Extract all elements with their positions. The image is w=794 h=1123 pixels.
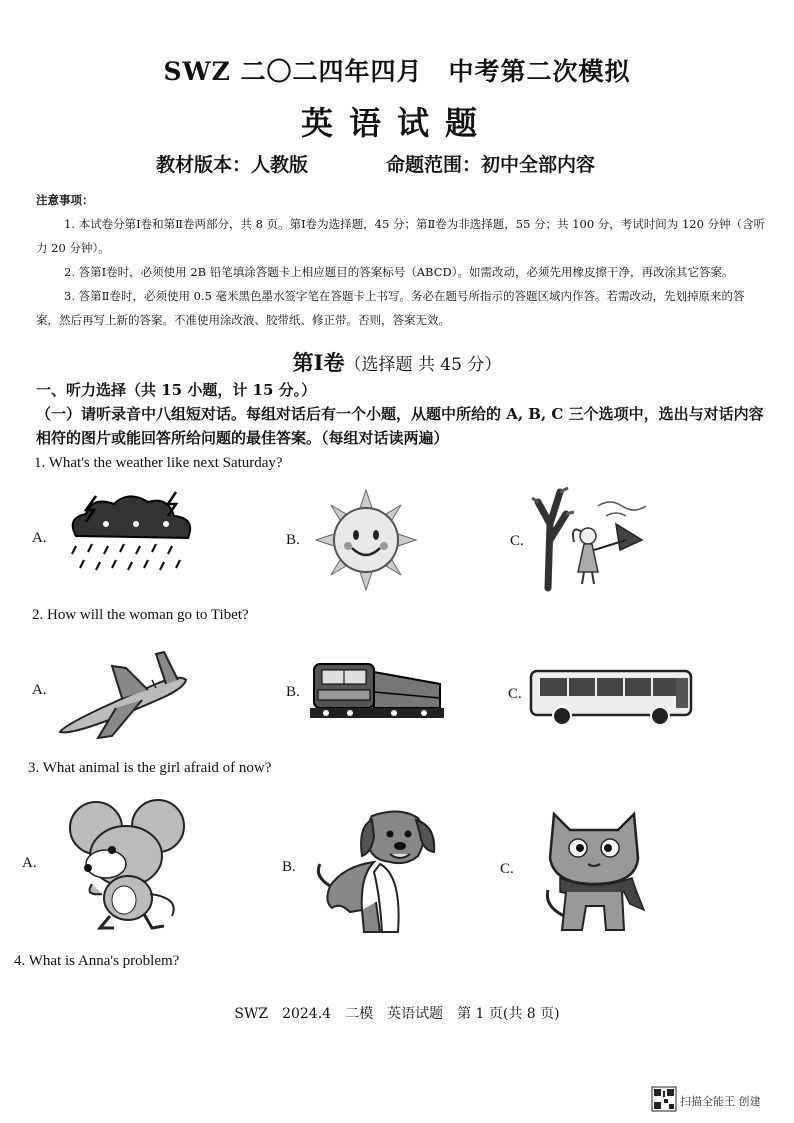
dog-icon[interactable]: [310, 806, 440, 938]
notes-block: [36, 188, 766, 332]
q2-option-c[interactable]: C.: [508, 686, 522, 702]
cat-icon[interactable]: [540, 806, 650, 938]
part-title: 一、听力选择（共 15 小题，计 15 分。）: [36, 381, 317, 399]
section-title-main: 第Ⅰ卷: [292, 350, 345, 375]
sun-icon[interactable]: [316, 490, 416, 590]
storm-cloud-icon[interactable]: [56, 488, 206, 583]
scope-label: 命题范围：初中全部内容: [386, 154, 596, 176]
scanner-label: 扫描全能王 创建: [680, 1095, 761, 1108]
notes-heading: 注意事项：: [36, 193, 94, 207]
page-footer: SWZ 2024.4 二模 英语试题 第 1 页(共 8 页): [234, 1006, 560, 1022]
mouse-icon[interactable]: [62, 798, 192, 933]
q3-option-b[interactable]: B.: [282, 859, 296, 875]
note-item-2: 2. 答第Ⅰ卷时，必须使用 2B 铅笔填涂答题卡上相应题目的答案标号（ABCD）。如需改动，必须先用橡皮擦干净，再改涂其它答案。: [64, 265, 734, 279]
question-3: 3. What animal is the girl afraid of now?: [28, 760, 272, 776]
q3-option-c[interactable]: C.: [500, 861, 514, 877]
q3-option-a[interactable]: A.: [22, 855, 37, 871]
section-title: [0, 347, 794, 377]
section-subtitle: （选择题 共 45 分）: [344, 355, 502, 375]
train-icon[interactable]: [308, 656, 446, 724]
qr-code-icon: [652, 1087, 676, 1111]
airplane-icon[interactable]: [56, 640, 191, 740]
q1-option-c[interactable]: C.: [510, 533, 524, 549]
bus-icon[interactable]: [528, 668, 696, 726]
windy-icon[interactable]: [530, 484, 650, 589]
q2-option-a[interactable]: A.: [32, 682, 47, 698]
subject-title: 英语试题: [300, 104, 493, 142]
exam-title: SWZ 二〇二四年四月 中考第二次模拟: [163, 57, 631, 86]
instruction-text: （一）请听录音中八组短对话。每组对话后有一个小题，从题中所给的 A, B, C 三个选项中，选出与对话内容相符的图片或能回答所给问题的最佳答案。（每组对话读两遍）: [36, 405, 764, 447]
edition-label: 教材版本：人教版: [156, 154, 309, 176]
note-item-3: 3. 答第Ⅱ卷时，必须使用 0.5 毫米黑色墨水签字笔在答题卡上书写。务必在题号所指示的答题区域内作答。若需改动，先划掉原来的答案，然后再写上新的答案。不准使用涂改液、胶带纸、修正带。否则，答案无效。: [36, 289, 745, 327]
q2-option-b[interactable]: B.: [286, 684, 300, 700]
note-item-1: 1. 本试卷分第Ⅰ卷和第Ⅱ卷两部分，共 8 页。第Ⅰ卷为选择题，45 分；第Ⅱ卷为非选择题，55 分；共 100 分，考试时间为 120 分钟（含听力 20 分钟）。: [36, 217, 766, 255]
question-1: 1. What's the weather like next Saturday?: [34, 455, 283, 471]
q1-option-a[interactable]: A.: [32, 530, 47, 546]
q1-option-b[interactable]: B.: [286, 532, 300, 548]
question-4: 4. What is Anna's problem?: [14, 953, 180, 969]
question-2: 2. How will the woman go to Tibet?: [32, 607, 249, 623]
